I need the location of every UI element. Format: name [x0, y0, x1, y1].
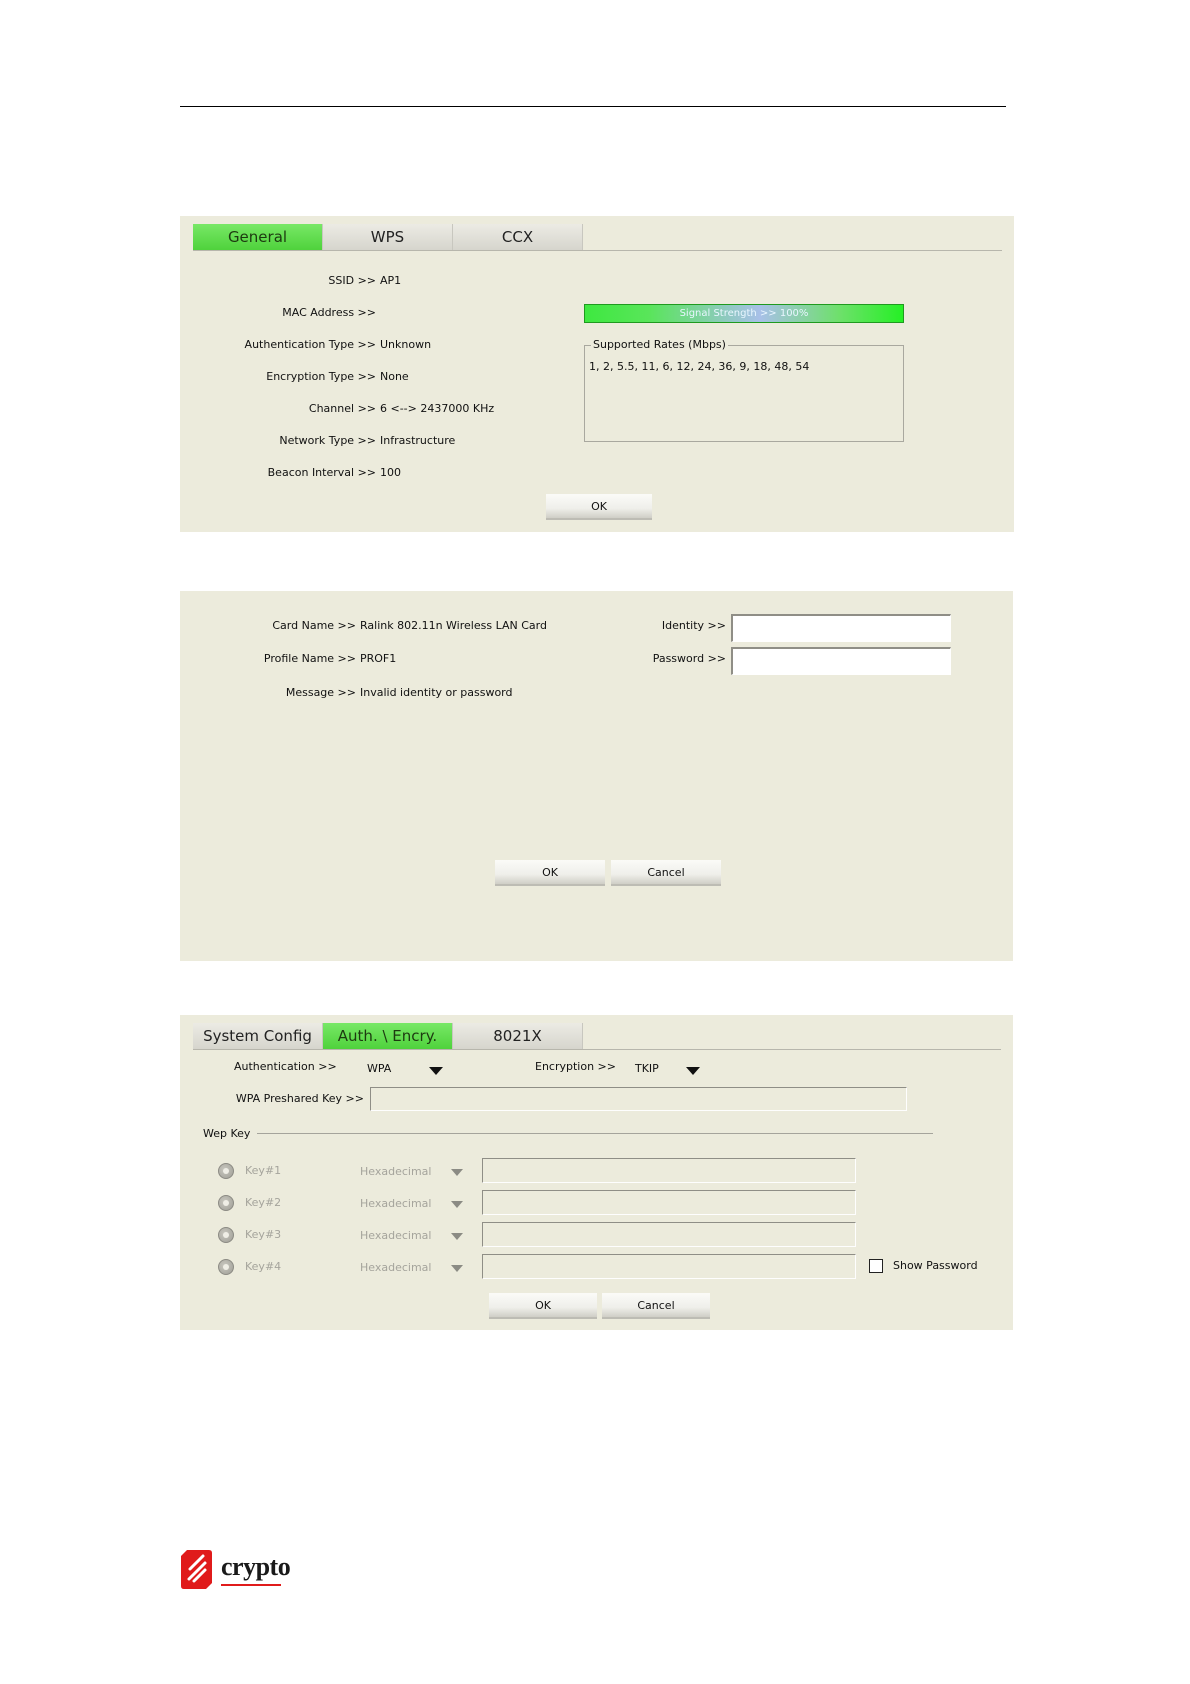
- key3-format-arrow-icon[interactable]: [451, 1233, 463, 1240]
- ok-button[interactable]: OK: [489, 1293, 597, 1319]
- brand-name: crypto: [221, 1552, 291, 1581]
- encryption-label: Encryption >>: [535, 1060, 616, 1073]
- ssid-label: SSID >>: [328, 274, 376, 287]
- tab-divider: [193, 250, 1002, 251]
- key3-input[interactable]: [482, 1222, 856, 1247]
- profile-name-label: Profile Name >>: [263, 652, 356, 665]
- key3-label: Key#3: [245, 1228, 282, 1241]
- key4-label: Key#4: [245, 1260, 282, 1273]
- key4-radio[interactable]: [218, 1259, 234, 1275]
- beacon-label: Beacon Interval >>: [267, 466, 376, 479]
- channel-value: 6 <--> 2437000 KHz: [380, 402, 495, 415]
- network-type-value: Infrastructure: [380, 434, 456, 447]
- show-password-label: Show Password: [893, 1259, 978, 1272]
- psk-input[interactable]: [370, 1087, 907, 1111]
- card-name-label: Card Name >>: [272, 619, 356, 632]
- beacon-value: 100: [380, 466, 401, 479]
- security-panel: [180, 1015, 1013, 1330]
- key3-format-select[interactable]: Hexadecimal: [360, 1229, 432, 1242]
- network-type-label: Network Type >>: [279, 434, 376, 447]
- wep-key-divider: [257, 1133, 933, 1134]
- identity-input[interactable]: [731, 614, 951, 642]
- ok-button[interactable]: OK: [495, 860, 605, 886]
- cancel-button[interactable]: Cancel: [611, 860, 721, 886]
- signal-strength-bar: Signal Strength >> 100%: [584, 304, 904, 323]
- key2-input[interactable]: [482, 1190, 856, 1215]
- key2-format-select[interactable]: Hexadecimal: [360, 1197, 432, 1210]
- authentication-select[interactable]: WPA: [367, 1062, 392, 1075]
- key3-radio[interactable]: [218, 1227, 234, 1243]
- key4-format-arrow-icon[interactable]: [451, 1265, 463, 1272]
- header-rule: [180, 106, 1006, 107]
- message-label: Message >>: [285, 686, 356, 699]
- authentication-dropdown-arrow-icon[interactable]: [429, 1067, 443, 1075]
- mac-label: MAC Address >>: [282, 306, 376, 319]
- supported-rates-value: 1, 2, 5.5, 11, 6, 12, 24, 36, 9, 18, 48, 54: [589, 360, 810, 373]
- encryption-dropdown-arrow-icon[interactable]: [686, 1067, 700, 1075]
- supported-rates-legend: Supported Rates (Mbps): [593, 338, 726, 351]
- key2-radio[interactable]: [218, 1195, 234, 1211]
- tab-general[interactable]: General: [193, 224, 323, 250]
- tab-auth-encry[interactable]: Auth. \ Encry.: [323, 1023, 453, 1049]
- brand-underline: [221, 1584, 281, 1586]
- auth-message-panel: [180, 591, 1013, 961]
- encryption-select[interactable]: TKIP: [635, 1062, 659, 1075]
- key2-format-arrow-icon[interactable]: [451, 1201, 463, 1208]
- key1-format-select[interactable]: Hexadecimal: [360, 1165, 432, 1178]
- ssid-value: AP1: [380, 274, 402, 287]
- tab-divider: [193, 1049, 1001, 1050]
- cancel-button[interactable]: Cancel: [602, 1293, 710, 1319]
- channel-label: Channel >>: [308, 402, 376, 415]
- key2-label: Key#2: [245, 1196, 282, 1209]
- general-panel: [180, 216, 1014, 532]
- general-tabs: [193, 224, 583, 250]
- auth-type-label: Authentication Type >>: [244, 338, 376, 351]
- key1-input[interactable]: [482, 1158, 856, 1183]
- crypto-logo-icon: [181, 1547, 212, 1592]
- key4-input[interactable]: [482, 1254, 856, 1279]
- card-name-value: Ralink 802.11n Wireless LAN Card: [360, 619, 547, 632]
- tab-system-config[interactable]: System Config: [193, 1023, 323, 1049]
- wep-key-label: Wep Key: [203, 1127, 251, 1140]
- show-password-checkbox[interactable]: [869, 1259, 883, 1273]
- profile-name-value: PROF1: [360, 652, 397, 665]
- key1-format-arrow-icon[interactable]: [451, 1169, 463, 1176]
- security-tabs: [193, 1023, 583, 1049]
- enc-type-value: None: [380, 370, 409, 383]
- identity-label: Identity >>: [661, 619, 726, 632]
- key1-label: Key#1: [245, 1164, 282, 1177]
- password-input[interactable]: [731, 647, 951, 675]
- tab-8021x[interactable]: 8021X: [453, 1023, 583, 1049]
- key4-format-select[interactable]: Hexadecimal: [360, 1261, 432, 1274]
- authentication-label: Authentication >>: [234, 1060, 337, 1073]
- tab-wps[interactable]: WPS: [323, 224, 453, 250]
- psk-label: WPA Preshared Key >>: [235, 1092, 364, 1105]
- ok-button[interactable]: OK: [546, 494, 652, 520]
- enc-type-label: Encryption Type >>: [266, 370, 376, 383]
- message-value: Invalid identity or password: [360, 686, 513, 699]
- tab-ccx[interactable]: CCX: [453, 224, 583, 250]
- auth-type-value: Unknown: [380, 338, 432, 351]
- key1-radio[interactable]: [218, 1163, 234, 1179]
- password-label: Password >>: [652, 652, 726, 665]
- supported-rates-group: [584, 338, 904, 442]
